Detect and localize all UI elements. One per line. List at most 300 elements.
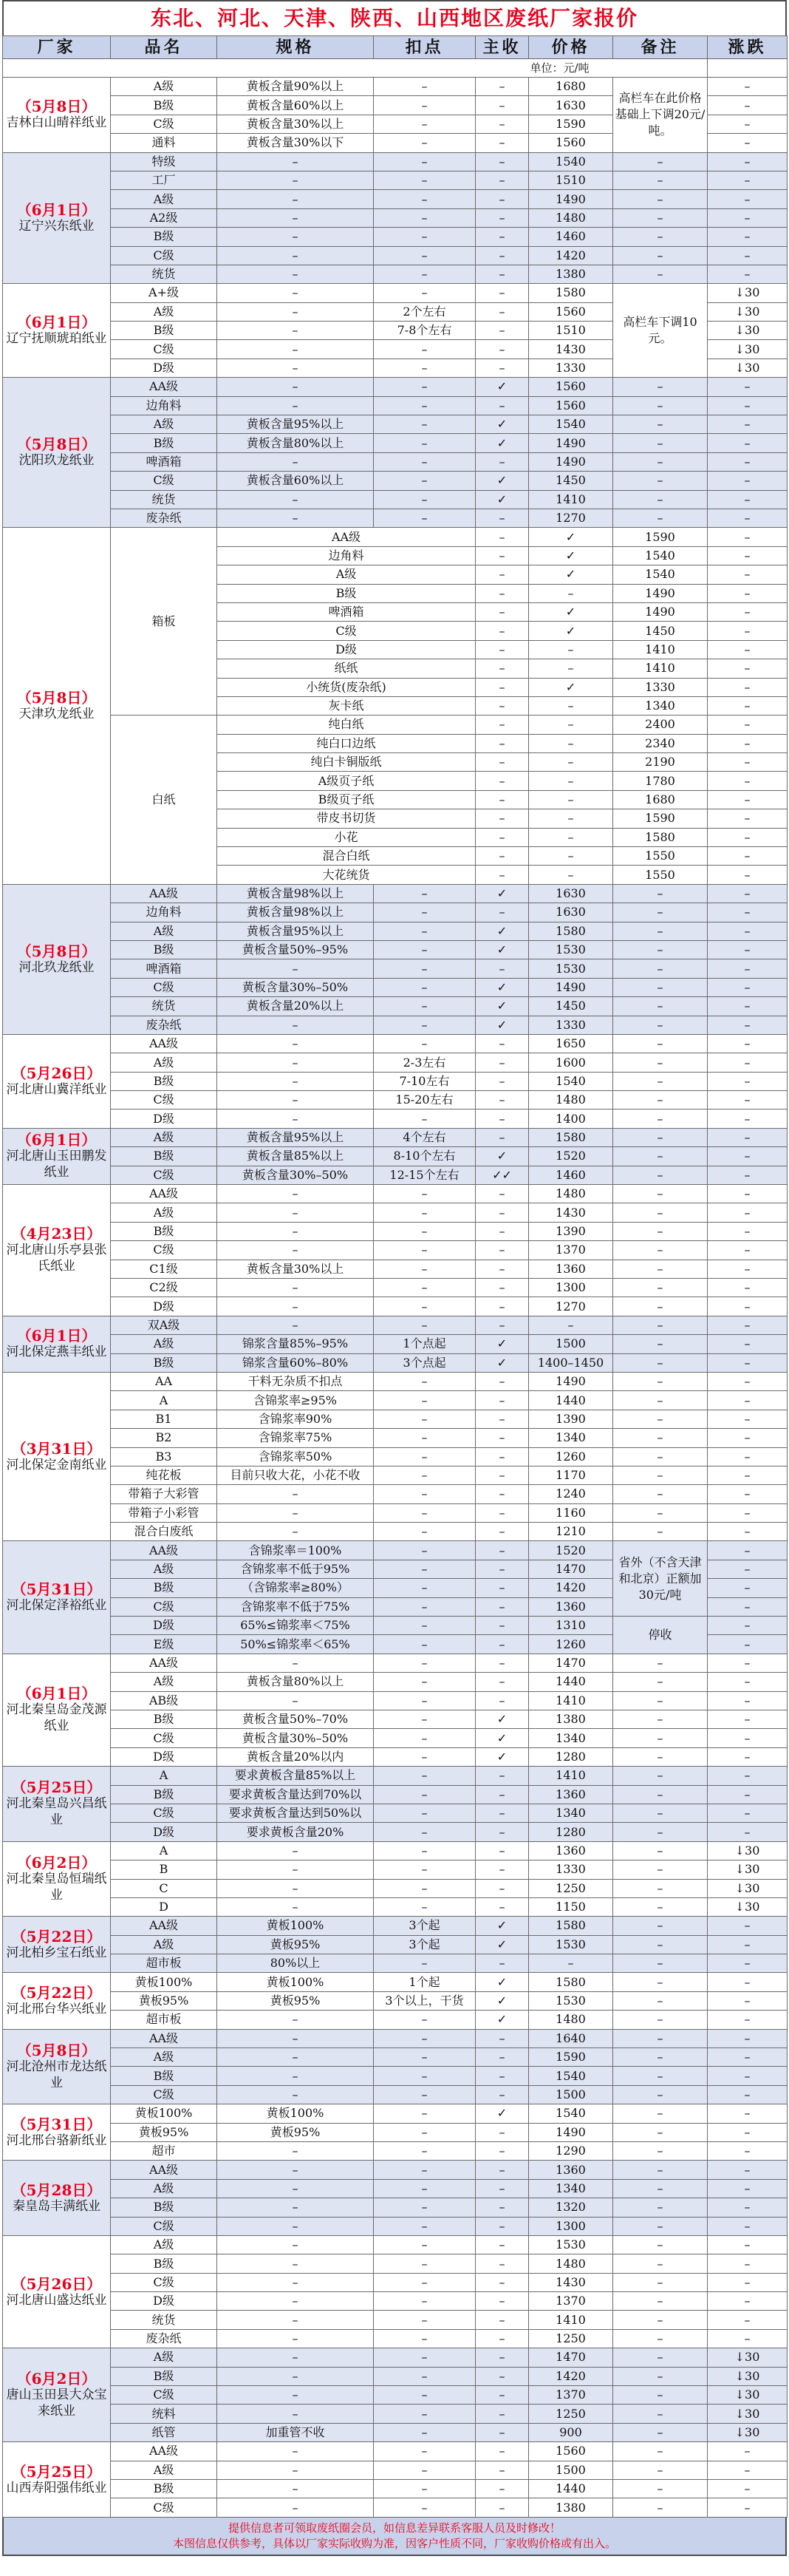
change-cell: – bbox=[708, 378, 788, 396]
table-row bbox=[3, 2423, 788, 2441]
table-row bbox=[3, 1391, 788, 1410]
deduct-cell: – bbox=[374, 2141, 476, 2160]
price-cell: 1540 bbox=[529, 152, 613, 171]
note-cell: – bbox=[613, 1222, 708, 1240]
grade-cell: C级 bbox=[111, 1241, 217, 1260]
note-cell: – bbox=[613, 1372, 708, 1390]
grade-cell: A+级 bbox=[111, 284, 217, 302]
deduct-cell: – bbox=[374, 1485, 476, 1503]
deduct-cell: – bbox=[374, 2405, 476, 2423]
grade-cell: B bbox=[111, 1860, 217, 1879]
note-cell: – bbox=[613, 2067, 708, 2085]
main-cell: ✓ bbox=[476, 2104, 529, 2123]
price-cell: 1300 bbox=[529, 2217, 613, 2235]
table-row bbox=[3, 2085, 788, 2104]
grade-cell: 纯白口边纸 bbox=[217, 734, 476, 752]
table-row bbox=[3, 1973, 788, 1991]
note-cell: – bbox=[613, 1447, 708, 1466]
spec-cell: – bbox=[217, 246, 374, 265]
spec-cell: 要求黄板含量达到50%以 bbox=[217, 1804, 374, 1822]
main-cell: – bbox=[476, 1203, 529, 1222]
factory-name: 河北邢台骆新纸业 bbox=[6, 2132, 107, 2148]
factory-name: 河北保定燕丰纸业 bbox=[6, 1345, 107, 1360]
spec-cell: 加重管不收 bbox=[217, 2423, 374, 2441]
change-cell: – bbox=[708, 1166, 788, 1184]
deduct-cell: – bbox=[476, 772, 529, 790]
note-cell: 高栏车下调10元。 bbox=[613, 284, 708, 378]
deduct-cell: – bbox=[374, 358, 476, 377]
price-cell: 1320 bbox=[529, 2198, 613, 2217]
price-cell: 1360 bbox=[529, 1260, 613, 1278]
spec-cell: 黄板100% bbox=[217, 1917, 374, 1935]
price-cell: 1440 bbox=[529, 1391, 613, 1410]
main-cell: – bbox=[476, 2405, 529, 2423]
note-cell: – bbox=[708, 565, 788, 584]
price-cell: 1580 bbox=[613, 828, 708, 846]
deduct-cell: – bbox=[374, 2367, 476, 2385]
deduct-cell: – bbox=[374, 2292, 476, 2311]
table-row bbox=[3, 2329, 788, 2348]
spec-cell: – bbox=[217, 2067, 374, 2085]
main-cell: – bbox=[476, 78, 529, 96]
note-cell: – bbox=[613, 1747, 708, 1766]
main-cell: – bbox=[476, 1617, 529, 1635]
factory-cell bbox=[3, 1128, 111, 1184]
note-cell: – bbox=[613, 2198, 708, 2217]
grade-cell: AA级 bbox=[111, 2029, 217, 2047]
change-cell: – bbox=[708, 1767, 788, 1785]
main-cell: ✓ bbox=[529, 528, 613, 546]
spec-cell: 黄板95% bbox=[217, 1991, 374, 2010]
factory-cell bbox=[3, 2442, 111, 2518]
table-row bbox=[3, 1316, 788, 1334]
change-cell: – bbox=[708, 265, 788, 283]
main-cell: – bbox=[476, 2029, 529, 2047]
change-cell: – bbox=[708, 1617, 788, 1635]
change-cell: – bbox=[708, 452, 788, 471]
deduct-cell: – bbox=[374, 1203, 476, 1222]
deduct-cell: – bbox=[374, 1804, 476, 1822]
factory-name: 唐山玉田县大众宝来纸业 bbox=[6, 2388, 107, 2419]
table-row bbox=[3, 1954, 788, 1973]
price-cell: 2340 bbox=[613, 734, 708, 752]
grade-cell: 纯白卡铜版纸 bbox=[217, 753, 476, 772]
factory-date: （5月8日） bbox=[16, 2041, 97, 2059]
price-cell: 1250 bbox=[529, 1879, 613, 1897]
note-cell: – bbox=[613, 1729, 708, 1747]
main-cell: – bbox=[476, 1297, 529, 1316]
spec-cell: 黄板含量95%以上 bbox=[217, 415, 374, 434]
spec-cell: – bbox=[217, 2141, 374, 2160]
change-cell: – bbox=[708, 2104, 788, 2123]
spec-cell: – bbox=[217, 1897, 374, 1916]
main-cell: – bbox=[476, 1429, 529, 1447]
main-cell: – bbox=[476, 2085, 529, 2104]
factory-date: （6月1日） bbox=[16, 1685, 97, 1703]
note-cell: – bbox=[708, 753, 788, 772]
change-cell: – bbox=[708, 1260, 788, 1278]
spec-cell: 黄板含量20%以上 bbox=[217, 997, 374, 1016]
factory-cell bbox=[3, 1316, 111, 1372]
table-row bbox=[3, 2311, 788, 2329]
main-cell: – bbox=[476, 115, 529, 133]
price-cell: 1330 bbox=[529, 1860, 613, 1879]
spec-cell: – bbox=[217, 1185, 374, 1203]
price-cell: 1630 bbox=[529, 884, 613, 903]
main-cell: – bbox=[476, 2179, 529, 2198]
price-cell: – bbox=[529, 1316, 613, 1334]
deduct-cell: – bbox=[476, 584, 529, 602]
deduct-cell: – bbox=[374, 378, 476, 396]
spec-cell: – bbox=[217, 1691, 374, 1710]
deduct-cell: – bbox=[374, 1466, 476, 1484]
main-cell: – bbox=[476, 246, 529, 265]
price-cell: 1450 bbox=[529, 997, 613, 1016]
price-cell: 1460 bbox=[529, 228, 613, 246]
table-row bbox=[3, 978, 788, 996]
price-cell: 1150 bbox=[529, 1897, 613, 1916]
note-cell: – bbox=[613, 1879, 708, 1897]
price-cell: 1500 bbox=[529, 1335, 613, 1353]
price-cell: 1590 bbox=[613, 528, 708, 546]
deduct-cell: – bbox=[374, 1034, 476, 1053]
spec-cell: – bbox=[217, 1034, 374, 1053]
header-row bbox=[3, 36, 788, 59]
deduct-cell: – bbox=[374, 903, 476, 922]
change-cell: ↓30 bbox=[708, 1879, 788, 1897]
grade-cell: D级 bbox=[217, 640, 476, 659]
table-row bbox=[3, 490, 788, 509]
spec-cell: 黄板100% bbox=[217, 1973, 374, 1991]
factory-date: （3月31日） bbox=[11, 1439, 102, 1458]
main-cell: ✓ bbox=[476, 490, 529, 509]
price-cell: 1240 bbox=[529, 1485, 613, 1503]
change-cell: – bbox=[708, 1316, 788, 1334]
deduct-cell: – bbox=[374, 208, 476, 227]
price-cell: 1460 bbox=[529, 1166, 613, 1184]
grade-cell: A级 bbox=[111, 922, 217, 940]
price-cell: 1540 bbox=[529, 2104, 613, 2123]
note-cell: – bbox=[708, 584, 788, 602]
spec-cell: – bbox=[217, 1016, 374, 1034]
deduct-cell: – bbox=[374, 472, 476, 490]
spec-cell: 黄板95% bbox=[217, 2123, 374, 2141]
deduct-cell: 7-8个左右 bbox=[374, 322, 476, 340]
price-cell: 1420 bbox=[529, 1579, 613, 1597]
change-cell: – bbox=[708, 1016, 788, 1034]
note-cell: – bbox=[613, 1128, 708, 1146]
unit-row bbox=[3, 59, 788, 78]
note-cell: – bbox=[708, 809, 788, 828]
spec-cell: – bbox=[217, 1503, 374, 1522]
factory-cell bbox=[3, 2104, 111, 2161]
note-cell: – bbox=[613, 1053, 708, 1072]
note-cell: – bbox=[708, 734, 788, 752]
table-row bbox=[3, 1523, 788, 1541]
note-cell: – bbox=[613, 1260, 708, 1278]
main-cell: – bbox=[476, 452, 529, 471]
main-cell: – bbox=[529, 696, 613, 715]
factory-name: 吉林白山晴祥纸业 bbox=[6, 115, 107, 131]
main-cell: – bbox=[476, 2235, 529, 2254]
main-cell: ✓ bbox=[476, 1729, 529, 1747]
main-cell: ✓ bbox=[476, 922, 529, 940]
deduct-cell: – bbox=[476, 828, 529, 846]
deduct-cell: 4个左右 bbox=[374, 1128, 476, 1146]
price-sheet bbox=[2, 0, 787, 2556]
factory-date: （5月22日） bbox=[11, 1927, 102, 1945]
grade-cell: AA级 bbox=[111, 2442, 217, 2461]
grade-cell: D级 bbox=[111, 1617, 217, 1635]
change-cell: – bbox=[708, 1785, 788, 1804]
deduct-cell: – bbox=[476, 847, 529, 866]
table-row bbox=[3, 2405, 788, 2423]
note-cell: – bbox=[613, 509, 708, 527]
factory-cell bbox=[3, 1767, 111, 1842]
note-cell: – bbox=[613, 472, 708, 490]
grade-cell: B级 bbox=[111, 1222, 217, 1240]
grade-cell: C级 bbox=[111, 2273, 217, 2291]
change-cell: – bbox=[708, 1203, 788, 1222]
change-cell: – bbox=[708, 2198, 788, 2217]
price-cell: 1550 bbox=[613, 847, 708, 866]
spec-cell: – bbox=[217, 1053, 374, 1072]
deduct-cell: – bbox=[374, 1860, 476, 1879]
deduct-cell: – bbox=[476, 716, 529, 734]
price-cell: 1490 bbox=[529, 434, 613, 452]
change-cell: – bbox=[708, 2123, 788, 2141]
grade-cell: 啤酒箱 bbox=[111, 959, 217, 978]
price-cell: 2190 bbox=[613, 753, 708, 772]
factory-date: （5月31日） bbox=[11, 2115, 102, 2133]
factory-date: （5月8日） bbox=[16, 689, 97, 707]
table-row bbox=[3, 1166, 788, 1184]
deduct-cell: – bbox=[374, 1691, 476, 1710]
spec-cell: 锦浆含量85%–95% bbox=[217, 1335, 374, 1353]
spec-cell: 黄板含量50%–95% bbox=[217, 940, 374, 959]
spec-cell: 黄板含量95%以上 bbox=[217, 1128, 374, 1146]
change-cell: ↓30 bbox=[708, 302, 788, 321]
grade-cell: A级 bbox=[111, 78, 217, 96]
table-row bbox=[3, 2104, 788, 2123]
price-cell: 1330 bbox=[529, 1016, 613, 1034]
change-cell: – bbox=[708, 978, 788, 996]
main-cell: – bbox=[476, 1072, 529, 1090]
table-row bbox=[3, 2217, 788, 2235]
main-cell: – bbox=[476, 284, 529, 302]
grade-cell: C级 bbox=[217, 622, 476, 640]
change-cell: – bbox=[708, 1710, 788, 1728]
note-cell: – bbox=[613, 1673, 708, 1691]
table-row bbox=[3, 1541, 788, 1560]
grade-cell: B级 bbox=[111, 2367, 217, 2385]
change-cell: – bbox=[708, 115, 788, 133]
deduct-cell: – bbox=[374, 415, 476, 434]
note-cell: – bbox=[613, 2123, 708, 2141]
grade-cell: D级 bbox=[111, 1823, 217, 1841]
grade-cell: A级 bbox=[111, 1935, 217, 1954]
price-cell: 1400 bbox=[529, 1109, 613, 1128]
spec-cell: – bbox=[217, 509, 374, 527]
factory-cell bbox=[3, 378, 111, 528]
table-row bbox=[3, 2273, 788, 2291]
factory-cell bbox=[3, 884, 111, 1034]
main-cell: – bbox=[529, 772, 613, 790]
note-cell: – bbox=[613, 152, 708, 171]
grade-cell: 通料 bbox=[111, 134, 217, 152]
price-cell: 1530 bbox=[529, 940, 613, 959]
table-row bbox=[3, 2067, 788, 2085]
note-cell: – bbox=[708, 678, 788, 696]
deduct-cell: – bbox=[374, 2085, 476, 2104]
main-cell: ✓ bbox=[476, 1991, 529, 2010]
table-row bbox=[3, 2029, 788, 2047]
table-row bbox=[3, 1297, 788, 1316]
factory-cell bbox=[3, 2029, 111, 2104]
price-cell: 1510 bbox=[529, 171, 613, 189]
price-cell: 1580 bbox=[529, 284, 613, 302]
price-cell: 1280 bbox=[529, 1747, 613, 1766]
main-cell: – bbox=[476, 1823, 529, 1841]
main-cell: – bbox=[476, 1466, 529, 1484]
grade-cell: A级 bbox=[111, 2179, 217, 2198]
price-cell: 1490 bbox=[613, 602, 708, 621]
note-cell: – bbox=[613, 2329, 708, 2348]
price-cell: 1590 bbox=[529, 115, 613, 133]
grade-cell: A bbox=[111, 1767, 217, 1785]
spec-cell: – bbox=[217, 208, 374, 227]
note-cell: – bbox=[613, 396, 708, 415]
spec-cell: 黄板含量85%以上 bbox=[217, 1147, 374, 1166]
table-row bbox=[3, 1222, 788, 1240]
note-cell: – bbox=[613, 415, 708, 434]
spec-cell: – bbox=[217, 284, 374, 302]
price-cell: 1260 bbox=[529, 1635, 613, 1654]
main-cell: – bbox=[476, 2423, 529, 2441]
deduct-cell: – bbox=[374, 2461, 476, 2479]
factory-name: 河北玖龙纸业 bbox=[18, 959, 95, 975]
grade-cell: 带箱子小彩管 bbox=[111, 1503, 217, 1522]
deduct-cell: – bbox=[476, 734, 529, 752]
change-cell: – bbox=[708, 1297, 788, 1316]
change-cell: – bbox=[708, 2461, 788, 2479]
note-cell: – bbox=[613, 1034, 708, 1053]
change-cell: – bbox=[708, 190, 788, 208]
main-cell: ✓ bbox=[476, 1935, 529, 1954]
table-row bbox=[3, 1260, 788, 1278]
grade-cell: D级 bbox=[111, 358, 217, 377]
table-row bbox=[3, 940, 788, 959]
note-cell: – bbox=[613, 2386, 708, 2405]
price-cell: 1530 bbox=[529, 1991, 613, 2010]
price-rows bbox=[3, 78, 788, 2518]
change-cell: – bbox=[708, 997, 788, 1016]
note-cell: – bbox=[613, 1410, 708, 1428]
factory-cell bbox=[3, 1917, 111, 1973]
spec-cell: 锦浆含量60%–80% bbox=[217, 1353, 374, 1372]
price-cell: 1330 bbox=[529, 358, 613, 377]
spec-cell: 含锦浆率不低于75% bbox=[217, 1597, 374, 1616]
change-cell: – bbox=[708, 1804, 788, 1822]
change-cell: – bbox=[708, 472, 788, 490]
factory-date: （5月26日） bbox=[11, 1064, 102, 1082]
grade-cell: 灰卡纸 bbox=[217, 696, 476, 715]
deduct-cell: – bbox=[374, 2423, 476, 2441]
price-table bbox=[2, 35, 788, 2518]
table-row bbox=[3, 452, 788, 471]
main-cell: – bbox=[529, 847, 613, 866]
table-row bbox=[3, 716, 788, 734]
factory-date: （6月2日） bbox=[16, 1854, 97, 1872]
main-cell: – bbox=[476, 1579, 529, 1597]
price-cell: 1560 bbox=[529, 134, 613, 152]
main-cell: – bbox=[476, 1879, 529, 1897]
factory-name: 辽宁抚顺琥珀纸业 bbox=[6, 331, 107, 347]
factory-name: 河北秦皇岛兴昌纸业 bbox=[6, 1796, 107, 1828]
table-row bbox=[3, 1654, 788, 1672]
factory-cell bbox=[3, 152, 111, 284]
table-row bbox=[3, 1410, 788, 1428]
price-cell: 1480 bbox=[529, 1185, 613, 1203]
deduct-cell: – bbox=[374, 1729, 476, 1747]
category-cell: 白纸 bbox=[111, 716, 217, 885]
deduct-cell: – bbox=[374, 2104, 476, 2123]
deduct-cell: – bbox=[374, 2235, 476, 2254]
spec-cell: – bbox=[217, 1879, 374, 1897]
factory-cell bbox=[3, 1654, 111, 1766]
price-cell: 1540 bbox=[613, 565, 708, 584]
spec-cell: 含锦浆率＝100% bbox=[217, 1541, 374, 1560]
change-cell: – bbox=[708, 1691, 788, 1710]
deduct-cell: – bbox=[374, 1429, 476, 1447]
grade-cell: 废杂纸 bbox=[111, 509, 217, 527]
table-row bbox=[3, 284, 788, 302]
grade-cell: A级 bbox=[111, 1203, 217, 1222]
main-cell: – bbox=[476, 1673, 529, 1691]
change-cell: – bbox=[708, 1053, 788, 1072]
grade-cell: B级 bbox=[111, 1710, 217, 1728]
deduct-cell: – bbox=[374, 2217, 476, 2235]
price-cell: 1340 bbox=[529, 1804, 613, 1822]
spec-cell: – bbox=[217, 2048, 374, 2067]
main-cell: – bbox=[476, 340, 529, 358]
price-cell: 1440 bbox=[529, 1673, 613, 1691]
price-cell: 1370 bbox=[529, 2292, 613, 2311]
price-cell: 1580 bbox=[529, 1128, 613, 1146]
spec-cell: – bbox=[217, 228, 374, 246]
main-cell: ✓ bbox=[476, 1353, 529, 1372]
change-cell: – bbox=[708, 1597, 788, 1616]
table-row bbox=[3, 903, 788, 922]
grade-cell: B级 bbox=[111, 1147, 217, 1166]
note-cell: – bbox=[613, 1316, 708, 1334]
main-cell: ✓ bbox=[476, 472, 529, 490]
note-cell: – bbox=[708, 828, 788, 846]
note-cell: – bbox=[613, 1147, 708, 1166]
change-cell: – bbox=[708, 171, 788, 189]
deduct-cell: – bbox=[374, 2198, 476, 2217]
header-factory: 厂家 bbox=[3, 36, 111, 59]
main-cell: – bbox=[476, 1279, 529, 1297]
change-cell: – bbox=[708, 2085, 788, 2104]
deduct-cell: – bbox=[374, 1410, 476, 1428]
grade-cell: C级 bbox=[111, 978, 217, 996]
table-row bbox=[3, 2179, 788, 2198]
table-row bbox=[3, 1691, 788, 1710]
main-cell: – bbox=[476, 1767, 529, 1785]
table-row bbox=[3, 2141, 788, 2160]
change-cell: – bbox=[708, 1485, 788, 1503]
